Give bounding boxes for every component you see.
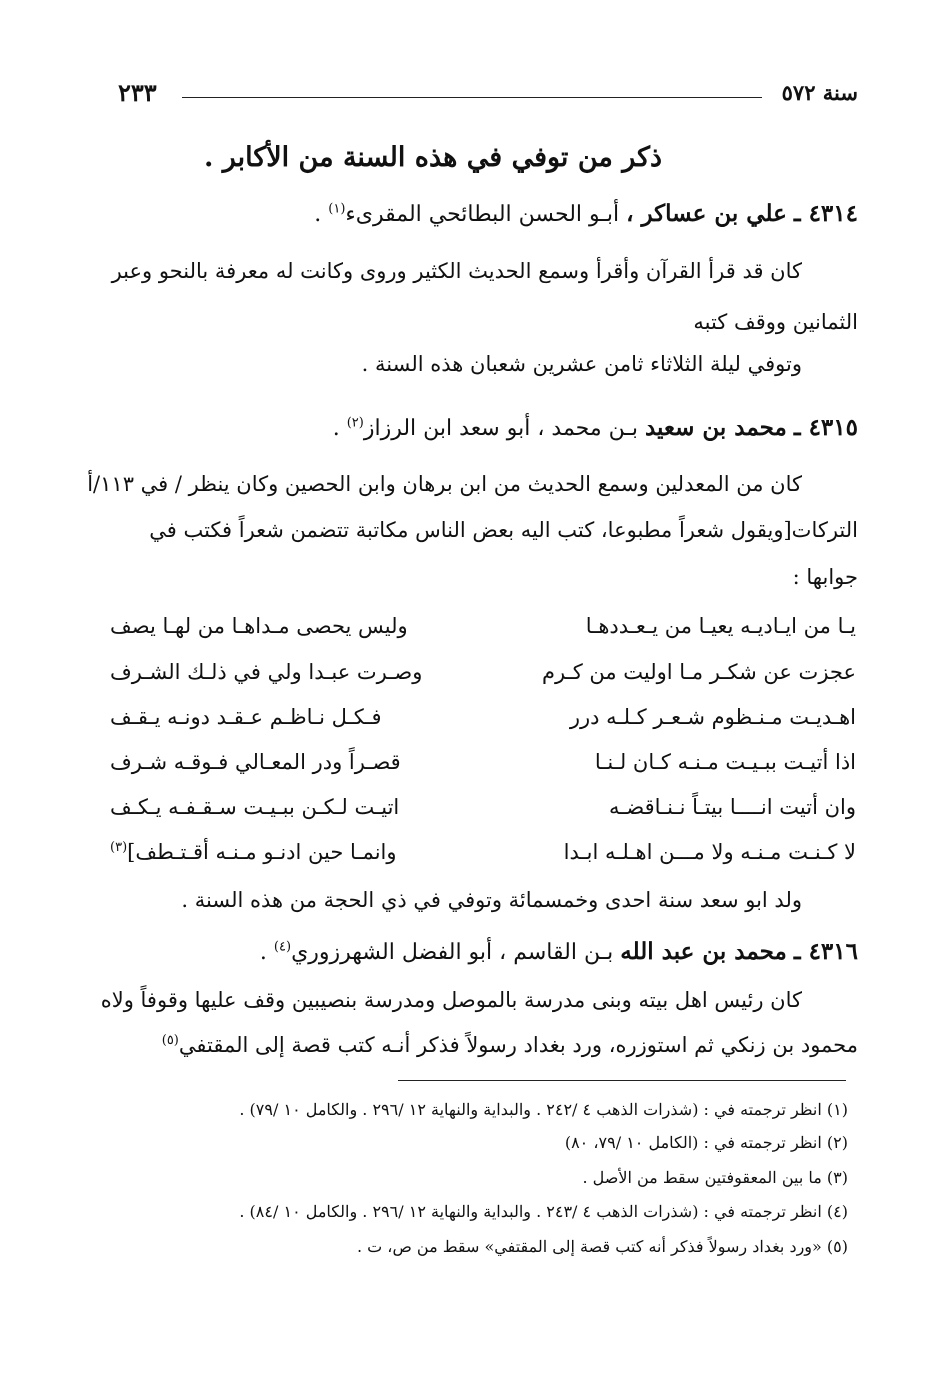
entry-rest: بـن محمد ، أبو سعد ابن الرزاز [363, 416, 638, 441]
footnote-ref: (١) [328, 201, 346, 217]
footnote-ref: (٢) [346, 415, 364, 431]
paragraph-line: ولد ابو سعد سنة احدى وخمسمائة وتوفي في ذي الحجة من هذه السنة . [181, 888, 802, 912]
footnote: (٤) انظر ترجمته في : (شذرات الذهب ٤ /٢٤٣ . والبداية والنهاية ١٢ /٢٩٦ . والكامل ١٠ /٨٤) . [239, 1202, 848, 1221]
footnote: (٢) انظر ترجمته في : (الكامل ١٠ /٧٩، ٨٠) [564, 1133, 848, 1152]
paragraph-line: التركات[ويقول شعراً مطبوعا، كتب اليه بعض الناس مكاتبة تتضمن شعراً فكتب في [149, 518, 858, 542]
entry-rest: بـن القاسم ، أبو الفضل الشهرزوري [291, 940, 614, 965]
verse-hemistich-left: اتيـت لـكـن ببـيـت سـقـفـه يـكـف [110, 795, 400, 819]
paragraph-line: كان من المعدلين وسمع الحديث من ابن برهان وابن الحصين وكان ينظر / في ١١٣/أ [87, 472, 802, 496]
footnote-rule [398, 1080, 846, 1081]
paragraph-line: محمود بن زنكي ثم استوزره، ورد بغداد رسولاً فذكر أنـه كتب قصة إلى المقتفي$^{(٥)}$ [161, 1033, 858, 1057]
entry-name: علي بن عساكر ، [626, 200, 787, 227]
footnote-ref: (٣) [110, 840, 128, 855]
verse-hemistich-right: عجزت عن شكـر مـا اوليت من كـرم [541, 660, 856, 684]
entry-rest: أبـو الحسن البطائحي المقرىء [345, 202, 620, 227]
verse-hemistich-right: يـا من ايـاديـه يعيـا من يـعـددهـا [585, 614, 856, 638]
verse-hemistich-left: وانمـا حين ادنـو مـنـه أقـتـطف]$^{(٣)}$ [110, 840, 397, 864]
paragraph-line: كان رئيس اهل بيته وبنى مدرسة بالموصل ومدرسة بنصيبين وقف عليها وقوفاً ولاه [100, 988, 802, 1012]
header-rule [182, 97, 762, 98]
entry-number: ٤٣١٦ ـ [793, 938, 858, 965]
footnote: (٥) «ورد بغداد رسولاً فذكر أنه كتب قصة إلى المقتفي» سقط من ص، ت . [356, 1237, 848, 1256]
verse-hemistich-right: لا كـنـت مـنـه ولا مـــن اهـلـه ابـدا [563, 840, 856, 864]
entry-heading-4315: ٤٣١٥ ـ محمد بن سعيد بـن محمد ، أبو سعد ابن الرزاز$^{(٢)}$ . [332, 414, 858, 441]
entry-heading-4316: ٤٣١٦ ـ محمد بن عبد الله بـن القاسم ، أبو الفضل الشهرزوري$^{(٤)}$ . [259, 938, 858, 965]
paragraph-line: جوابها : [792, 565, 858, 589]
footnote: (٣) ما بين المعقوفتين سقط من الأصل . [582, 1168, 848, 1187]
verse-hemistich-right: وان أتيت انــــا بيتـاً نـنـاقضـه [608, 795, 856, 819]
footnote-ref: (٥) [161, 1033, 179, 1048]
footnote: (١) انظر ترجمته في : (شذرات الذهب ٤ /٢٤٢ . والبداية والنهاية ١٢ /٢٩٦ . والكامل ١٠ /٧٩) . [239, 1100, 848, 1119]
section-title: ذكر من توفي في هذه السنة من الأكابر . [203, 142, 663, 173]
paragraph-line: كان قد قرأ القرآن وأقرأ وسمع الحديث الكثير وروى وكانت له معرفة بالنحو وعبر [111, 259, 802, 283]
page-number: ٢٣٣ [118, 78, 157, 107]
entry-heading-4314: ٤٣١٤ ـ علي بن عساكر ، أبـو الحسن البطائحي المقرىء$^{(١)}$ . [314, 200, 858, 227]
verse-hemistich-left: فـكـل نـاظـم عـقـد دونـه يـقـف [110, 705, 382, 729]
verse-hemistich-left: قصـراً ودر المعـالي فـوقـه شـرف [110, 750, 401, 774]
paragraph-line: وتوفي ليلة الثلاثاء ثامن عشرين شعبان هذه السنة . [361, 352, 802, 376]
running-header [118, 78, 858, 118]
header-year: سنة ٥٧٢ [781, 80, 858, 105]
entry-name: محمد بن سعيد [644, 414, 787, 441]
verse-hemistich-left: وليس يحصى مـداهـا من لهـا يصف [110, 614, 408, 638]
entry-number: ٤٣١٥ ـ [793, 414, 858, 441]
entry-number: ٤٣١٤ ـ [793, 200, 858, 227]
verse-hemistich-right: اهـديـت مـنـظوم شـعـر كـلـه درر [569, 705, 856, 729]
paragraph-line: الثمانين ووقف كتبه [693, 310, 858, 334]
footnote-ref: (٤) [273, 939, 292, 955]
verse-hemistich-left: وصـرت عبـدا ولي في ذلـك الشـرف [110, 660, 423, 684]
verse-hemistich-right: اذا أتيـت ببـيـت مـنـه كـان لـنـا [594, 750, 856, 774]
entry-name: محمد بن عبد الله [620, 938, 787, 965]
